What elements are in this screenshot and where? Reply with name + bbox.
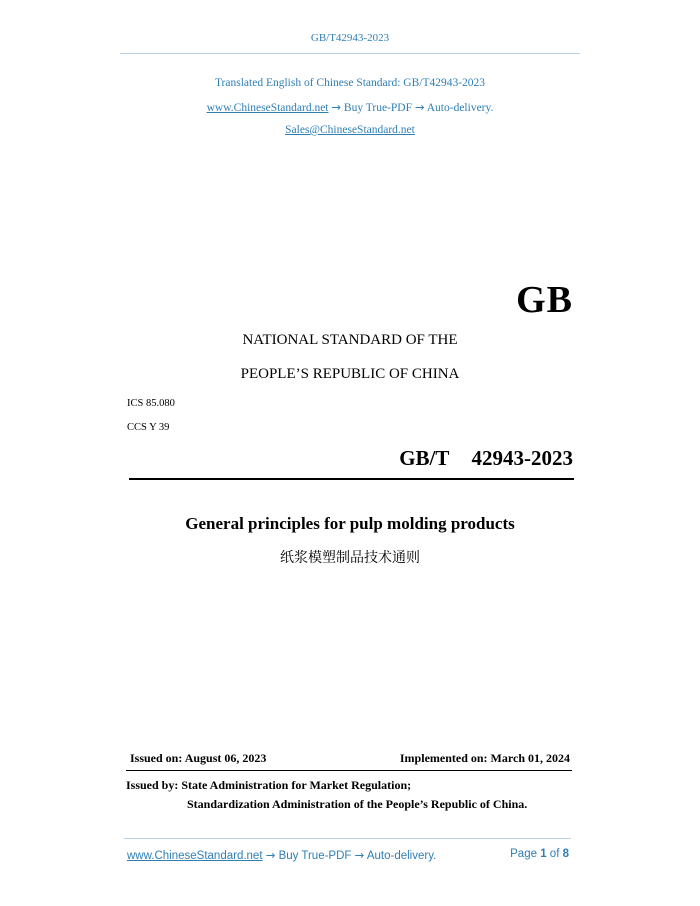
- dates-divider: [126, 770, 572, 771]
- footer-divider: [124, 838, 571, 839]
- footer-buy-text: Buy True-PDF: [278, 850, 352, 862]
- page-current: 1: [540, 848, 547, 860]
- title-divider: [129, 478, 574, 480]
- implemented-on-date: Implemented on: March 01, 2024: [399, 751, 570, 765]
- arrow-right-icon: →: [265, 848, 276, 862]
- banner-email-link[interactable]: Sales@ChineseStandard.net: [285, 124, 415, 136]
- arrow-right-icon: →: [331, 100, 342, 114]
- page-indicator: [510, 848, 569, 860]
- page-total: 8: [562, 848, 569, 860]
- national-standard-line-1: NATIONAL STANDARD OF THE: [242, 332, 458, 348]
- banner-email-line: [0, 124, 700, 136]
- issued-on-date: Issued on: August 06, 2023: [130, 751, 267, 765]
- footer-delivery-text: Auto-delivery.: [366, 850, 437, 862]
- ccs-code: CCS Y 39: [127, 422, 170, 433]
- ics-code: ICS 85.080: [127, 398, 175, 409]
- header-divider: [120, 53, 580, 54]
- title-chinese: 纸浆模塑制品技术通则: [280, 550, 420, 566]
- page-label: Page: [510, 848, 537, 860]
- gb-logo: GB: [516, 279, 573, 321]
- issued-by-line-1: Issued by: State Administration for Market Regulation;: [126, 778, 412, 792]
- banner-purchase-line: [0, 100, 700, 114]
- arrow-right-icon: →: [414, 100, 425, 114]
- national-standard-line-2: PEOPLE’S REPUBLIC OF CHINA: [240, 366, 460, 382]
- footer-purchase-line: [127, 848, 436, 862]
- footer-site-link[interactable]: www.ChineseStandard.net: [127, 850, 263, 862]
- translation-notice: Translated English of Chinese Standard: GB/T42943-2023: [214, 77, 486, 89]
- issued-by-line-2: Standardization Administration of the People’s Republic of China.: [187, 797, 528, 811]
- banner-site-link[interactable]: www.ChineseStandard.net: [206, 102, 329, 114]
- title-english: General principles for pulp molding products: [185, 514, 515, 533]
- header-document-id: GB/T42943-2023: [310, 32, 390, 44]
- banner-delivery-text: Auto-delivery.: [426, 102, 494, 114]
- banner-buy-text: Buy True-PDF: [343, 102, 412, 114]
- standard-number: GB/T 42943-2023: [399, 446, 573, 470]
- arrow-right-icon: →: [354, 848, 365, 862]
- page-of-label: of: [549, 848, 560, 860]
